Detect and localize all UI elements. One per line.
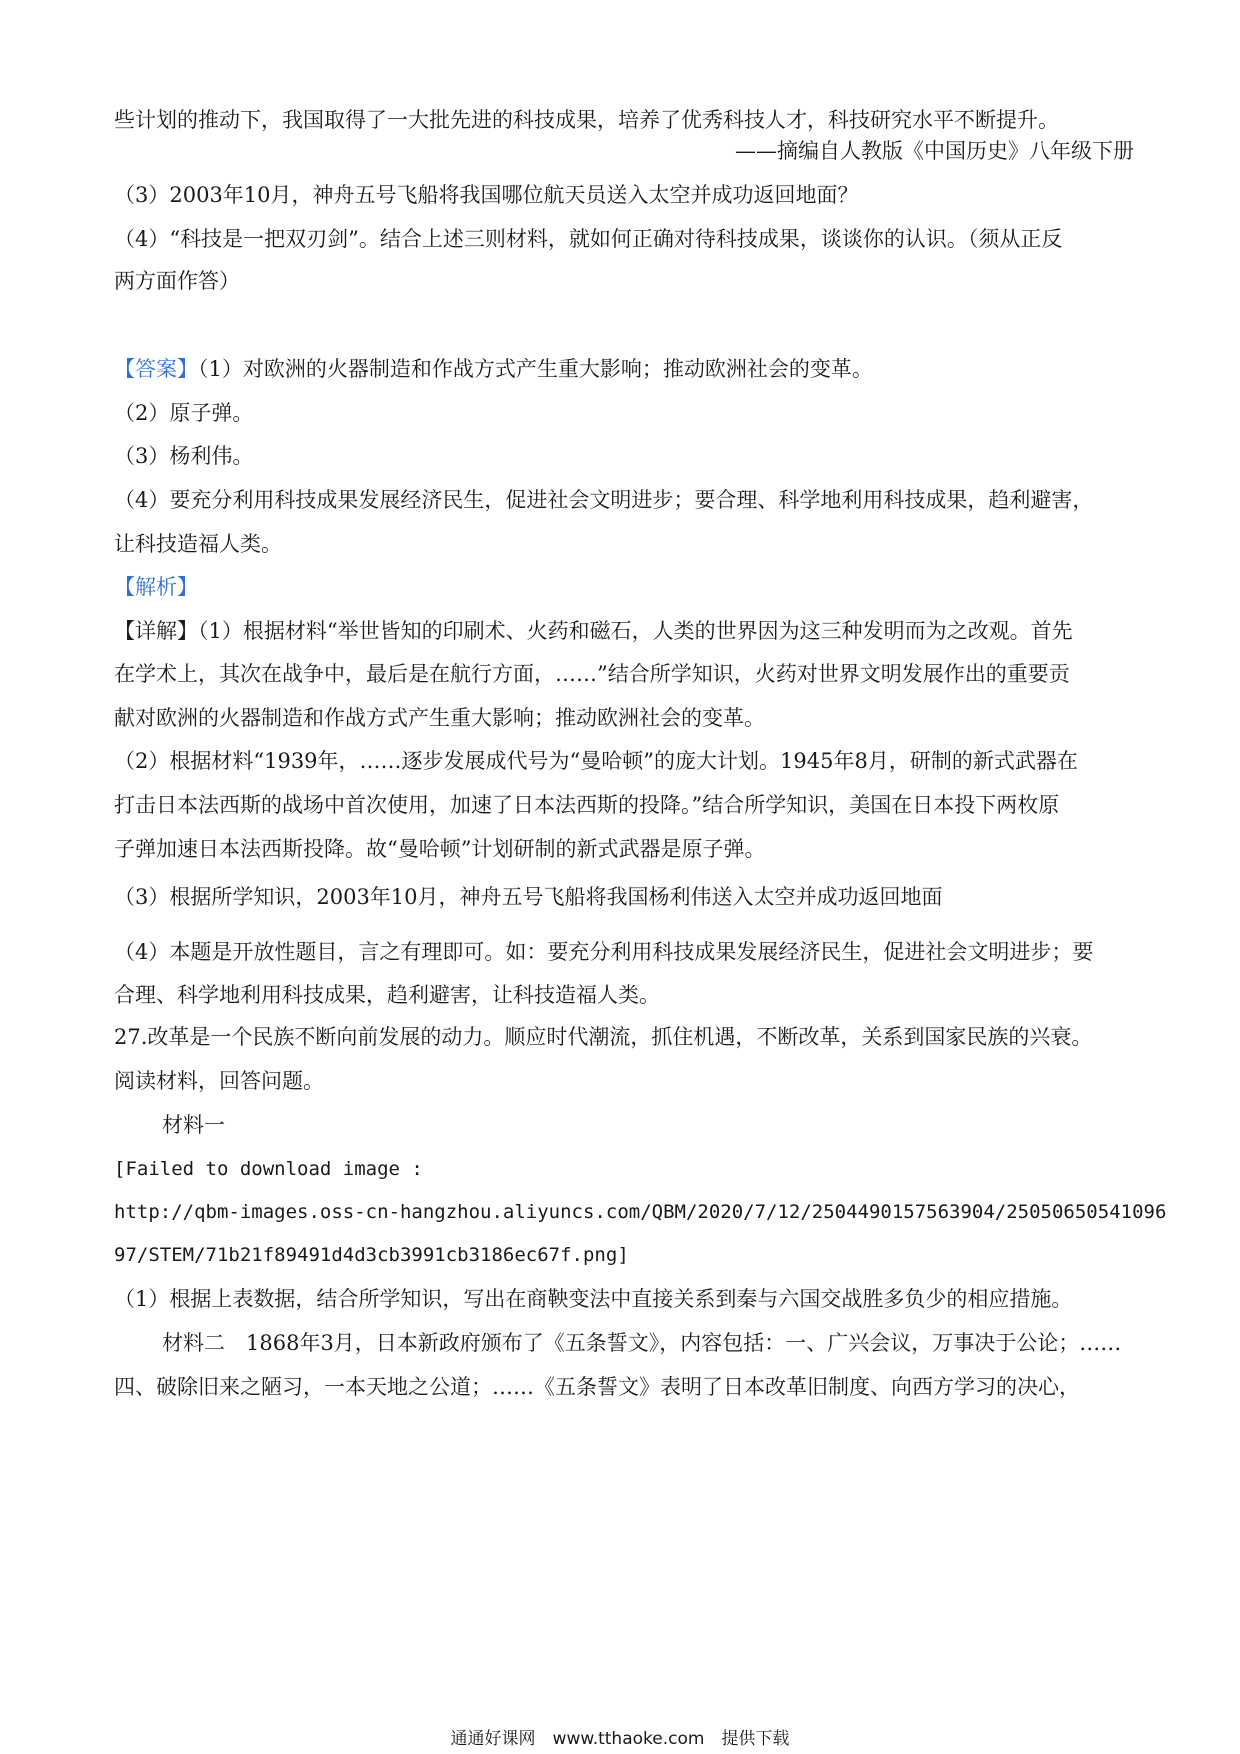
detail-line: 【详解】（1）根据材料“举世皆知的印刷术、火药和磁石，人类的世界因为这三种发明而为之改观。首先 [114, 619, 1073, 643]
question-4: （4）“科技是一把双刃剑”。结合上述三则材料，就如何正确对待科技成果，谈谈你的认识。（须从正反 [114, 227, 1063, 251]
answer-line [114, 354, 873, 384]
text-line: （4）本题是开放性题目，言之有理即可。如：要充分利用科技成果发展经济民生，促进社会文明进步；要 [114, 940, 1094, 964]
material-two-line: 材料二 1868年3月，日本新政府颁布了《五条誓文》，内容包括：一、广兴会议，万事决于公论；…… [162, 1331, 1122, 1355]
footer-watermark: 通通好课网 www.tthaoke.com 提供下载 [450, 1729, 790, 1749]
answer-tag: 【答案】 [114, 357, 198, 381]
text-line: 让科技造福人类。 [114, 532, 282, 556]
text-line: 献对欧洲的火器制造和作战方式产生重大影响；推动欧洲社会的变革。 [114, 706, 765, 730]
image-url-line: 97/STEM/71b21f89491d4d3cb3991cb3186ec67f.png] [114, 1244, 629, 1266]
text-line: （2）根据材料“1939年，……逐步发展成代号为“曼哈顿”的庞大计划。1945年8月，研制的新式武器在 [114, 749, 1078, 773]
text-line: 合理、科学地利用科技成果，趋利避害，让科技造福人类。 [114, 983, 660, 1007]
material-one-label: 材料一 [162, 1113, 225, 1137]
answer-4: （4）要充分利用科技成果发展经济民生，促进社会文明进步；要合理、科学地利用科技成果，趋利避害， [114, 488, 1094, 512]
question-3: （3）2003年10月，神舟五号飞船将我国哪位航天员送入太空并成功返回地面？ [114, 183, 859, 207]
image-error-text: [Failed to download image : [114, 1158, 423, 1180]
text-line: 两方面作答） [114, 269, 240, 293]
text-line: 些计划的推动下，我国取得了一大批先进的科技成果，培养了优秀科技人才，科技研究水平不断提升。 [114, 108, 1059, 132]
text-line: 阅读材料，回答问题。 [114, 1069, 324, 1093]
image-url-line: http://qbm-images.oss-cn-hangzhou.aliyuncs.com/QBM/2020/7/12/2504490157563904/25050650541096 [114, 1201, 1167, 1223]
text-line: 四、破除旧来之陋习，一本天地之公道；……《五条誓文》表明了日本改革旧制度、向西方学习的决心， [114, 1375, 1080, 1399]
text-line: （3）根据所学知识，2003年10月，神舟五号飞船将我国杨利伟送入太空并成功返回地面 [114, 885, 943, 909]
answer-3: （3）杨利伟。 [114, 444, 254, 468]
source-citation: ——摘编自人教版《中国历史》八年级下册 [735, 139, 1134, 163]
answer-text: （1）对欧洲的火器制造和作战方式产生重大影响；推动欧洲社会的变革。 [198, 357, 873, 381]
answer-2: （2）原子弹。 [114, 401, 254, 425]
question-27: 27.改革是一个民族不断向前发展的动力。顺应时代潮流，抓住机遇，不断改革，关系到国家民族的兴衰。 [114, 1025, 1093, 1049]
analysis-tag: 【解析】 [114, 575, 198, 599]
text-line: 打击日本法西斯的战场中首次使用，加速了日本法西斯的投降。”结合所学知识，美国在日本投下两枚原 [114, 793, 1060, 817]
text-line: 子弹加速日本法西斯投降。故“曼哈顿”计划研制的新式武器是原子弹。 [114, 837, 766, 861]
question-27-1: （1）根据上表数据，结合所学知识，写出在商鞅变法中直接关系到秦与六国交战胜多负少的相应措施。 [114, 1287, 1073, 1311]
text-line: 在学术上，其次在战争中，最后是在航行方面，……”结合所学知识，火药对世界文明发展作出的重要贡 [114, 662, 1070, 686]
